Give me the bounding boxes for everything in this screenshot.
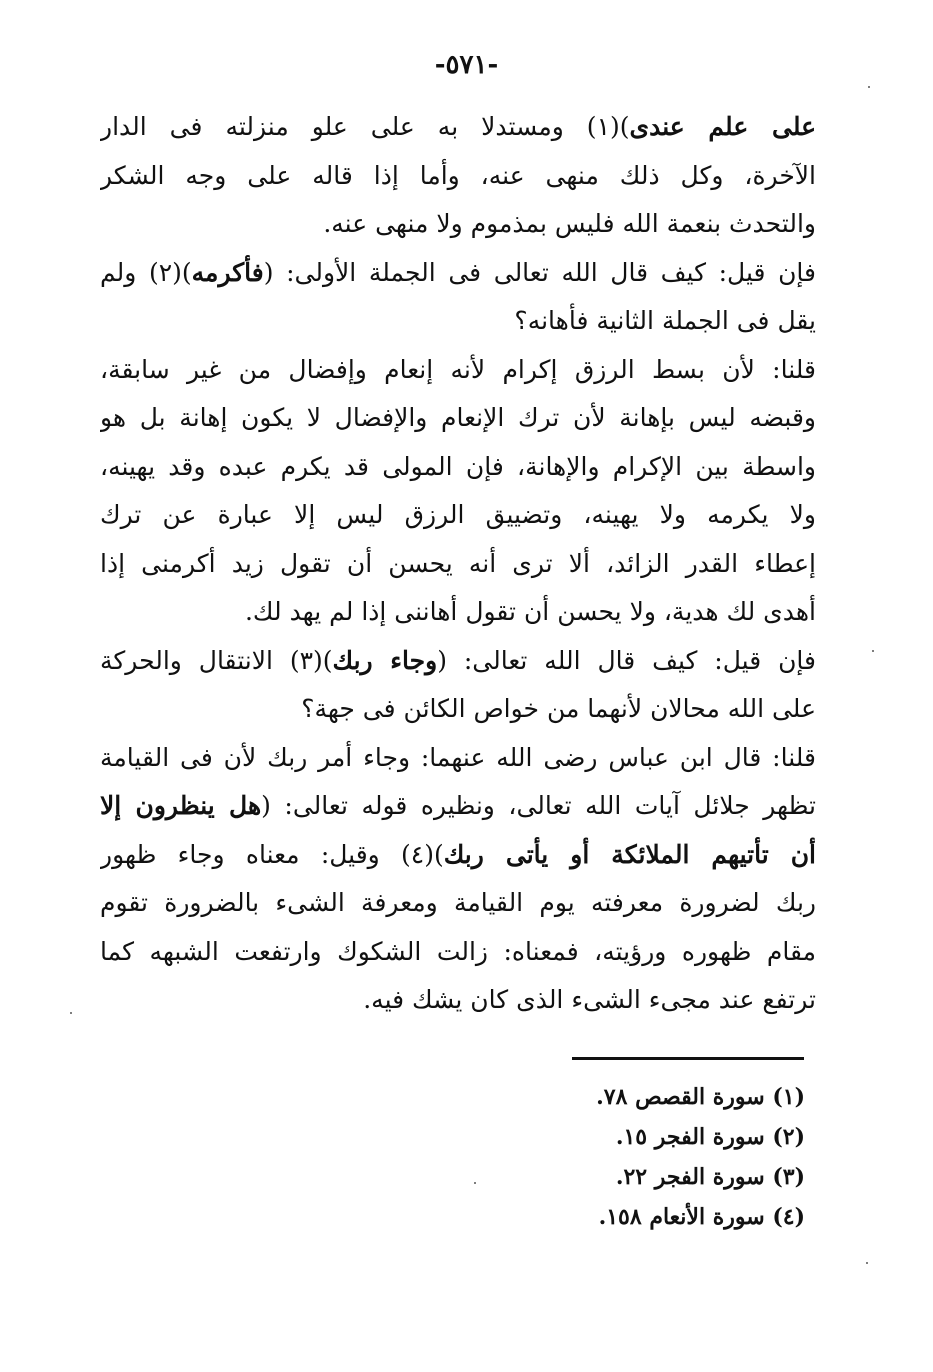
text-segment: )(٤) وقيل: معناه وجاء ظهور [100, 839, 444, 869]
text-line [100, 152, 816, 201]
quran-quote: أن تأتيهم الملائكة أو يأتى ربك [443, 839, 816, 869]
page-number: -٥٧١- [434, 50, 499, 80]
text-segment: )(٢) ولم [100, 257, 192, 287]
text-segment: واسطة بين الإكرام والإهانة، فإن المولى قد يكرم عبده وقد يهينه، [100, 451, 816, 481]
quran-quote: وجاء ربك [332, 645, 438, 675]
footnote-divider [572, 1057, 804, 1060]
footnote-item: (٢) سورة الفجر ١٥. [615, 1124, 805, 1150]
text-segment: يقل فى الجملة الثانية فأهانه؟ [514, 306, 816, 335]
footnote-item: (٤) سورة الأنعام ١٥٨. [598, 1204, 805, 1230]
quran-quote: فأكرمه [191, 257, 264, 287]
text-segment: وقبضه ليس بإهانة لأن ترك الإنعام والإفضال لا يكون إهانة بل هو [100, 403, 816, 432]
footnote-item: (٣) سورة الفجر ٢٢. [615, 1164, 805, 1190]
text-segment: على الله محالان لأنهما من خواص الكائن فى جهة؟ [301, 694, 816, 723]
text-segment: فإن قيل: كيف قال الله تعالى فى الجملة الأولى: ( [263, 257, 816, 287]
scan-speck [866, 1262, 868, 1264]
text-segment: قلنا: لأن بسط الرزق إكرام لأنه إنعام وإفضال من غير سابقة، [100, 354, 816, 384]
text-segment: أهدى لك هدية، ولا يحسن أن تقول أهاننى إذا لم يهد لك. [244, 597, 816, 626]
text-segment: ولا يكرمه ولا يهينه، وتضييق الرزق ليس إلا عبارة عن ترك [100, 500, 816, 529]
text-line [100, 879, 816, 928]
text-line [100, 491, 816, 540]
text-segment: ترتفع عند مجىء الشىء الذى كان يشك فيه. [363, 985, 816, 1014]
text-segment: ربك لضرورة معرفته يوم القيامة ومعرفة الشىء بالضرورة تقوم [100, 888, 816, 917]
footnote-item: (١) سورة القصص ٧٨. [596, 1084, 805, 1110]
scan-speck [474, 1182, 476, 1184]
text-line [100, 928, 816, 977]
text-segment: قلنا: قال ابن عباس رضى الله عنهما: وجاء أمر ربك لأن فى القيامة [100, 742, 816, 772]
text-segment: والتحدث بنعمة الله فليس بمذموم ولا منهى عنه. [323, 209, 816, 238]
quran-quote: هل ينظرون إلا [100, 791, 262, 820]
scan-speck [868, 86, 870, 88]
text-line [100, 249, 816, 298]
text-line [100, 443, 816, 492]
text-line [100, 637, 816, 686]
text-line [100, 734, 816, 783]
text-line [100, 782, 816, 831]
text-line [100, 976, 816, 1025]
text-line [100, 297, 816, 346]
text-line [100, 685, 816, 734]
main-text [100, 103, 816, 1025]
text-line [100, 346, 816, 395]
quran-quote: على علم عندى [629, 112, 816, 141]
text-segment: فإن قيل: كيف قال الله تعالى: ( [437, 645, 816, 675]
scan-speck [872, 650, 874, 652]
text-segment: )(٣) الانتقال والحركة [100, 645, 333, 675]
text-line [100, 831, 816, 880]
scan-speck [70, 1012, 72, 1014]
text-segment: إعطاء القدر الزائد، ألا ترى أنه يحسن أن تقول زيد أكرمنى إذا [100, 548, 816, 578]
text-line [100, 588, 816, 637]
text-line [100, 200, 816, 249]
footnotes [505, 1077, 805, 1237]
text-segment: الآخرة، وكل ذلك منهى عنه، وأما إذا قاله على وجه الشكر [100, 160, 816, 190]
text-line [100, 394, 816, 443]
text-segment: مقام ظهوره ورؤيته، فمعناه: زالت الشكوك وارتفعت الشبهه كما [100, 936, 816, 966]
text-segment: تظهر جلائل آيات الله تعالى، ونظيره قوله تعالى: ( [261, 791, 816, 820]
text-segment: )(١) ومستدلا به على علو منزلته فى الدار [100, 112, 630, 141]
text-line [100, 103, 816, 152]
text-line [100, 540, 816, 589]
